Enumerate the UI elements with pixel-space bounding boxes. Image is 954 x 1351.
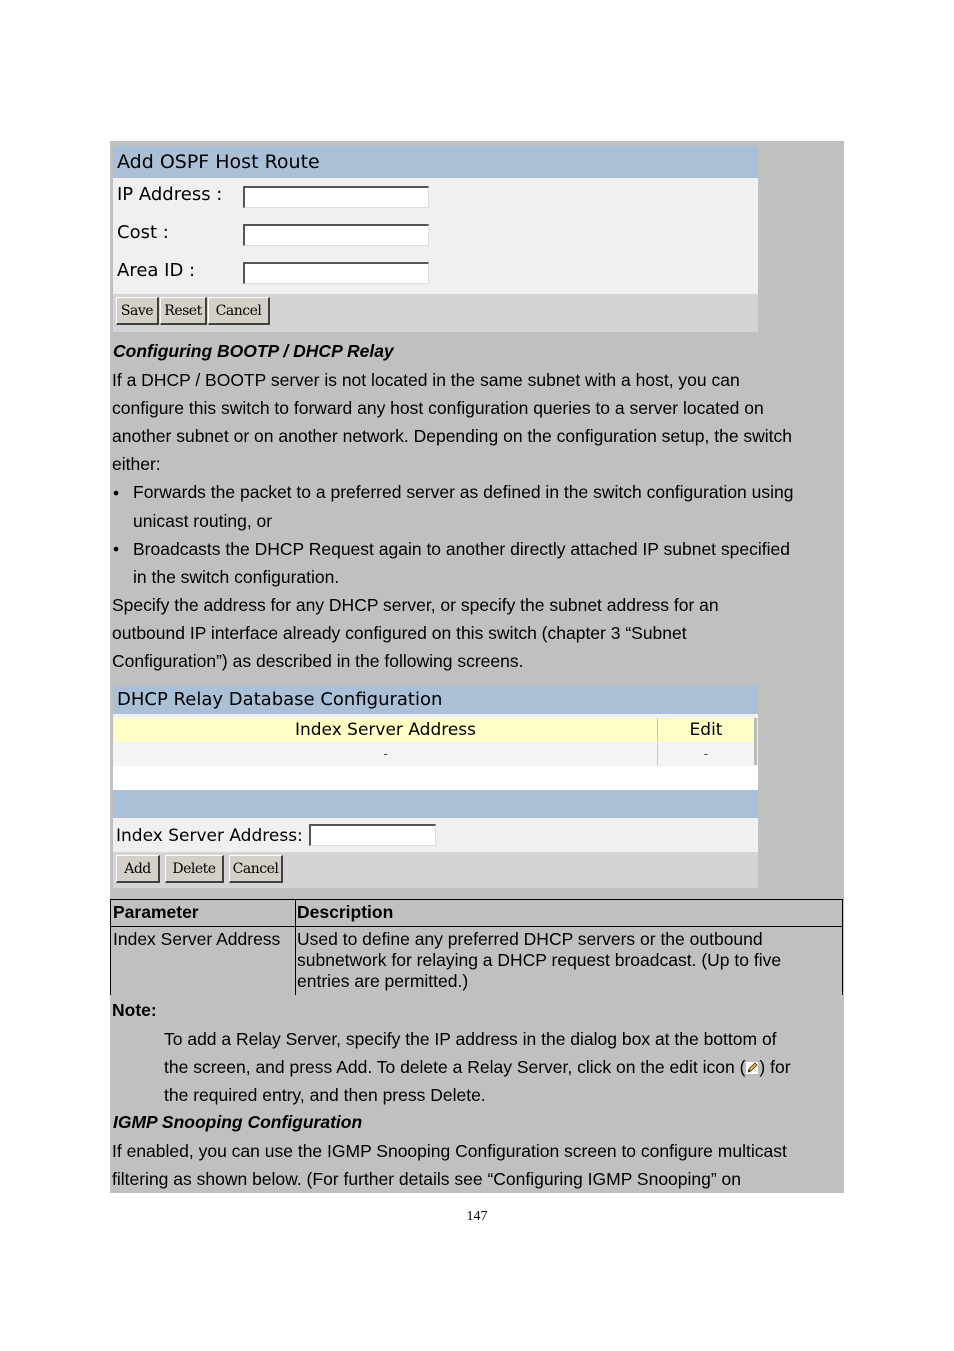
bootp-heading: Configuring BOOTP / DHCP Relay [113, 341, 394, 361]
form-section-bar [113, 790, 758, 818]
ospf-button-bar [113, 294, 758, 332]
table-spacer [113, 766, 758, 790]
table-border [110, 899, 843, 900]
bootp-intro-line: another subnet or on another network. Depending on the configuration setup, the switch [112, 426, 793, 446]
cancel-button[interactable]: Cancel [229, 855, 283, 883]
dhcp-panel-title: DHCP Relay Database Configuration [113, 686, 758, 714]
bullet-item-line: Broadcasts the DHCP Request again to another directly attached IP subnet specified [133, 539, 790, 559]
note-text: the screen, and press Add. To delete a Relay Server, click on the edit icon ( [164, 1057, 746, 1077]
igmp-heading: IGMP Snooping Configuration [113, 1112, 363, 1132]
ip-address-label: IP Address : [117, 184, 223, 205]
dhcp-button-bar [113, 852, 758, 888]
ospf-host-route-panel [113, 146, 758, 332]
table-scrollbar[interactable] [754, 718, 757, 765]
bootp-intro-line: either: [112, 454, 161, 474]
table-cell-address: - [383, 746, 388, 761]
area-id-label: Area ID : [117, 260, 196, 281]
dhcp-relay-panel [113, 686, 758, 888]
bootp-intro-line: If a DHCP / BOOTP server is not located in the same subnet with a host, you can [112, 370, 740, 390]
bootp-outro-line: outbound IP interface already configured on this switch (chapter 3 “Subnet [112, 623, 687, 643]
param-desc-line: Used to define any preferred DHCP servers or the outbound [297, 929, 763, 949]
index-server-address-label: Index Server Address: [116, 826, 303, 846]
header-description: Description [297, 902, 394, 922]
param-desc-line: subnetwork for relaying a DHCP request broadcast. (Up to five [297, 950, 782, 970]
table-border [110, 899, 111, 995]
pencil-edit-icon [745, 1055, 759, 1069]
table-border [295, 899, 296, 995]
note-line: To add a Relay Server, specify the IP address in the dialog box at the bottom of [164, 1029, 777, 1049]
add-button[interactable]: Add [116, 855, 160, 883]
page-number: 147 [466, 1209, 488, 1224]
cancel-button[interactable]: Cancel [208, 297, 270, 325]
table-border [842, 899, 843, 995]
bullet-item-line: in the switch configuration. [133, 567, 340, 587]
table-border [110, 926, 843, 927]
header-parameter: Parameter [113, 902, 199, 922]
igmp-line: filtering as shown below. (For further details see “Configuring IGMP Snooping” on [112, 1169, 742, 1189]
bullet-marker: • [113, 539, 120, 559]
table-cell-edit[interactable]: - [703, 746, 709, 761]
igmp-line: If enabled, you can use the IGMP Snooping Configuration screen to configure multicast [112, 1141, 787, 1161]
cost-label: Cost : [117, 222, 169, 243]
note-line [164, 1053, 791, 1081]
save-button[interactable]: Save [116, 297, 159, 325]
index-server-address-input[interactable] [309, 824, 436, 846]
note-line: the required entry, and then press Delete. [164, 1085, 486, 1105]
param-desc-line: entries are permitted.) [297, 971, 469, 991]
bullet-marker: • [113, 483, 120, 503]
area-id-input[interactable] [243, 262, 429, 284]
bullet-item-line: Forwards the packet to a preferred server as defined in the switch configuration using [133, 482, 794, 502]
bootp-outro-line: Specify the address for any DHCP server, or specify the subnet address for an [112, 595, 719, 615]
parameter-table [110, 899, 843, 995]
cost-input[interactable] [243, 224, 429, 246]
column-header-edit: Edit [689, 720, 723, 740]
ospf-panel-title: Add OSPF Host Route [113, 146, 758, 178]
delete-button[interactable]: Delete [165, 855, 224, 883]
param-name: Index Server Address [113, 929, 281, 949]
reset-button[interactable]: Reset [160, 297, 207, 325]
note-label: Note: [112, 1000, 157, 1020]
relay-table-header [114, 718, 754, 742]
bullet-item-line: unicast routing, or [133, 511, 273, 531]
column-header-index-server-address: Index Server Address [294, 720, 477, 740]
bootp-intro-line: configure this switch to forward any host configuration queries to a server located on [112, 398, 764, 418]
note-text: ) for [759, 1057, 791, 1077]
ip-address-input[interactable] [243, 186, 429, 208]
bootp-outro-line: Configuration”) as described in the following screens. [112, 651, 524, 671]
table-row [114, 743, 754, 765]
